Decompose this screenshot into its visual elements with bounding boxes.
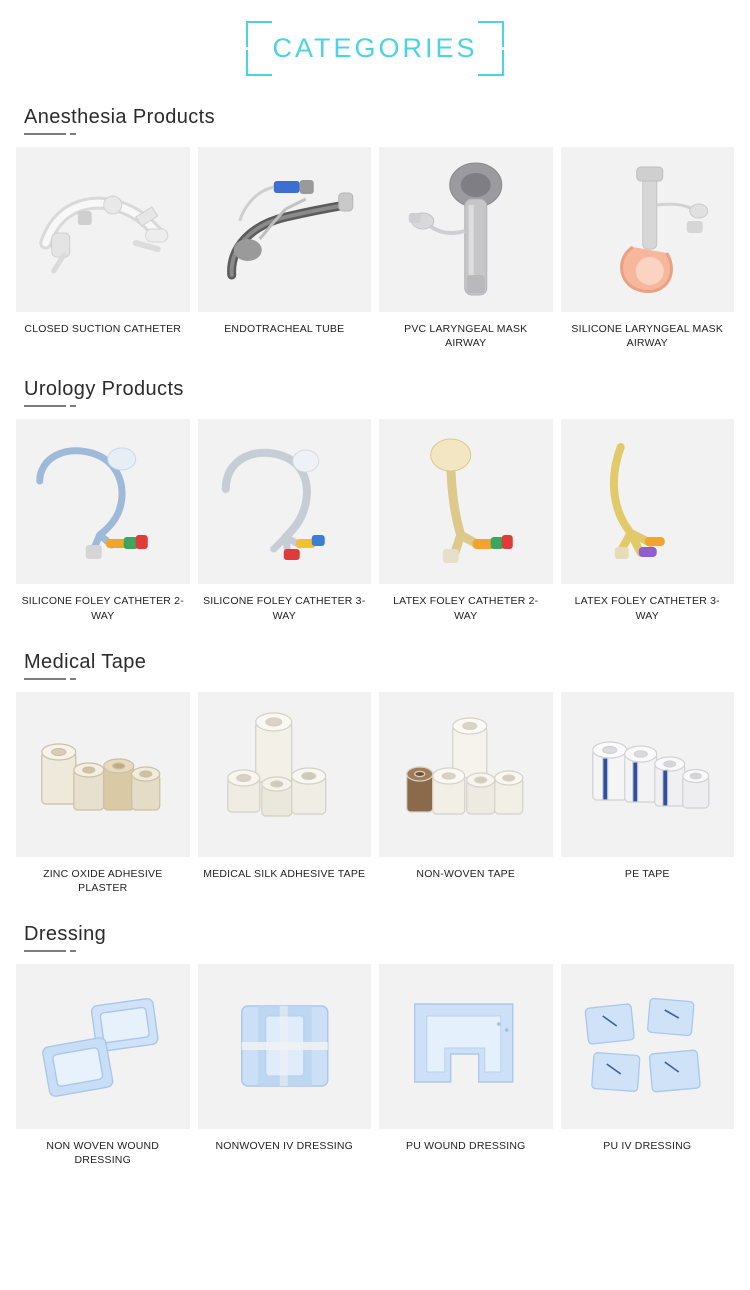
- product-card[interactable]: [561, 692, 735, 909]
- product-caption: NONWOVEN IV DRESSING: [215, 1140, 354, 1153]
- frame-corner-bottom-left-icon: [246, 50, 272, 76]
- rule-dot: [70, 405, 76, 407]
- rule-bar: [24, 133, 66, 135]
- endotracheal-tube-image[interactable]: [198, 147, 372, 312]
- non-woven-wound-dressing-image[interactable]: [16, 964, 190, 1129]
- product-grid: [16, 419, 734, 636]
- medical-silk-adhesive-tape-image[interactable]: [198, 692, 372, 857]
- product-caption: CLOSED SUCTION CATHETER: [24, 323, 182, 335]
- product-card[interactable]: [16, 147, 190, 364]
- section-title: Urology Products: [24, 378, 184, 401]
- product-caption: PE TAPE: [624, 867, 670, 880]
- product-card[interactable]: [198, 147, 372, 364]
- pu-iv-dressing-image[interactable]: [561, 964, 735, 1129]
- product-card[interactable]: [561, 147, 735, 364]
- product-caption: SILICONE FOLEY CATHETER 3-WAY: [203, 595, 366, 622]
- product-grid: [16, 692, 734, 909]
- header-frame: [246, 21, 503, 76]
- silicone-foley-catheter-2way-image[interactable]: [16, 419, 190, 584]
- product-caption: NON WOVEN WOUND DRESSING: [46, 1140, 160, 1167]
- rule-dot: [70, 678, 76, 680]
- product-card[interactable]: [379, 692, 553, 909]
- rule-dot: [70, 133, 76, 135]
- zinc-oxide-adhesive-plaster-image[interactable]: [16, 692, 190, 857]
- product-card[interactable]: [198, 964, 372, 1181]
- pu-wound-dressing-image[interactable]: [379, 964, 553, 1129]
- section-anesthesia-products: [0, 106, 750, 364]
- product-caption: LATEX FOLEY CATHETER 3-WAY: [574, 595, 720, 622]
- product-grid: [16, 147, 734, 364]
- rule-dot: [70, 950, 76, 952]
- product-caption: MEDICAL SILK ADHESIVE TAPE: [203, 867, 366, 880]
- product-caption: SILICONE LARYNGEAL MASK AIRWAY: [571, 323, 724, 350]
- product-caption: PU WOUND DRESSING: [406, 1140, 526, 1153]
- frame-corner-bottom-right-icon: [478, 50, 504, 76]
- section-medical-tape: [0, 651, 750, 909]
- page-header: [0, 0, 750, 96]
- section-title: Dressing: [24, 923, 107, 946]
- pvc-laryngeal-mask-airway-image[interactable]: [379, 147, 553, 312]
- product-caption: SILICONE FOLEY CATHETER 2-WAY: [21, 595, 184, 622]
- product-caption: PU IV DRESSING: [603, 1140, 692, 1153]
- product-card[interactable]: [16, 964, 190, 1181]
- latex-foley-catheter-3way-image[interactable]: [561, 419, 735, 584]
- product-card[interactable]: [379, 964, 553, 1181]
- product-card[interactable]: [379, 147, 553, 364]
- product-card[interactable]: [379, 419, 553, 636]
- product-card[interactable]: [16, 419, 190, 636]
- non-woven-tape-image[interactable]: [379, 692, 553, 857]
- section-title-rule: [24, 133, 734, 135]
- product-card[interactable]: [16, 692, 190, 909]
- section-title-rule: [24, 678, 734, 680]
- page-title: CATEGORIES: [272, 32, 478, 63]
- rule-bar: [24, 405, 66, 407]
- product-caption: LATEX FOLEY CATHETER 2-WAY: [393, 595, 539, 622]
- section-title-rule: [24, 405, 734, 407]
- product-caption: NON-WOVEN TAPE: [416, 867, 516, 880]
- section-title: Medical Tape: [24, 650, 147, 673]
- rule-bar: [24, 678, 66, 680]
- product-grid: [16, 964, 734, 1181]
- product-card[interactable]: [198, 692, 372, 909]
- section-title-rule: [24, 950, 734, 952]
- product-card[interactable]: [561, 419, 735, 636]
- closed-suction-catheter-image[interactable]: [16, 147, 190, 312]
- product-caption: PVC LARYNGEAL MASK AIRWAY: [404, 323, 528, 350]
- product-card[interactable]: [561, 964, 735, 1181]
- rule-bar: [24, 950, 66, 952]
- product-caption: ZINC OXIDE ADHESIVE PLASTER: [43, 867, 163, 894]
- section-urology-products: [0, 378, 750, 636]
- nonwoven-iv-dressing-image[interactable]: [198, 964, 372, 1129]
- silicone-laryngeal-mask-airway-image[interactable]: [561, 147, 735, 312]
- pe-tape-image[interactable]: [561, 692, 735, 857]
- frame-corner-top-right-icon: [478, 21, 504, 47]
- latex-foley-catheter-2way-image[interactable]: [379, 419, 553, 584]
- frame-corner-top-left-icon: [246, 21, 272, 47]
- product-card[interactable]: [198, 419, 372, 636]
- section-dressing: [0, 923, 750, 1181]
- silicone-foley-catheter-3way-image[interactable]: [198, 419, 372, 584]
- section-title: Anesthesia Products: [24, 106, 216, 128]
- product-caption: ENDOTRACHEAL TUBE: [224, 323, 345, 335]
